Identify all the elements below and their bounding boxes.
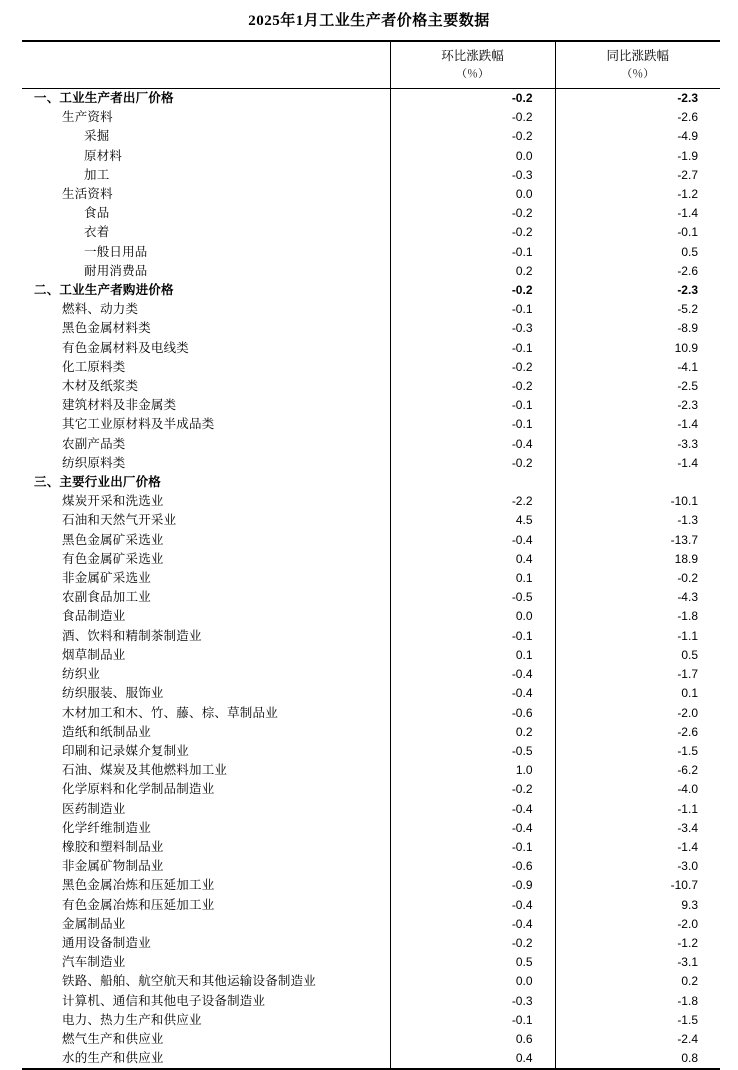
table-row	[22, 166, 720, 185]
row-yoy-value: -2.6	[677, 263, 698, 278]
row-mom-value: -0.1	[390, 627, 555, 646]
row-label: 医药制造业	[62, 801, 126, 816]
row-label: 烟草制品业	[62, 647, 126, 662]
table-row	[22, 243, 720, 262]
table-row	[22, 127, 720, 146]
table-row	[22, 300, 720, 319]
table-row	[22, 992, 720, 1011]
row-yoy-value: -1.5	[677, 1012, 698, 1027]
row-label-cell	[22, 435, 390, 454]
row-yoy-value: -2.0	[677, 705, 698, 720]
row-mom-value: -0.2	[390, 934, 555, 953]
row-label-cell	[22, 684, 390, 703]
row-label: 纺织原料类	[62, 455, 126, 470]
row-yoy-value: -2.3	[677, 398, 698, 413]
row-mom-value: 0.0	[390, 607, 555, 626]
row-label-cell	[22, 665, 390, 684]
row-mom-value: -0.1	[390, 339, 555, 358]
row-yoy-value: -3.0	[677, 859, 698, 874]
row-label-cell	[22, 166, 390, 185]
row-label-cell	[22, 223, 390, 242]
row-label: 计算机、通信和其他电子设备制造业	[62, 993, 266, 1008]
table-row	[22, 934, 720, 953]
row-mom-value: -0.9	[390, 876, 555, 895]
row-label-cell	[22, 646, 390, 665]
row-label-cell	[22, 339, 390, 358]
row-mom-value: -0.4	[390, 896, 555, 915]
row-yoy-value: -1.1	[677, 628, 698, 643]
row-label-cell	[22, 780, 390, 799]
row-mom-value: 0.6	[390, 1030, 555, 1049]
row-yoy-value: -1.2	[677, 187, 698, 202]
row-mom-value: 0.1	[390, 646, 555, 665]
row-label: 食品	[84, 206, 110, 221]
table-row	[22, 435, 720, 454]
row-label-cell	[22, 953, 390, 972]
row-label-cell	[22, 800, 390, 819]
row-mom-value: -0.2	[390, 358, 555, 377]
row-label-cell	[22, 1049, 390, 1069]
row-label: 加工	[84, 167, 110, 182]
row-yoy-value: -1.8	[677, 993, 698, 1008]
row-yoy-value: -1.1	[677, 801, 698, 816]
column-header-yoy-line1: 同比涨跌幅	[606, 49, 669, 64]
row-label: 耐用消费品	[84, 263, 148, 278]
row-mom-value: -0.3	[390, 319, 555, 338]
table-row	[22, 972, 720, 991]
row-label-cell	[22, 511, 390, 530]
row-label: 黑色金属矿采选业	[62, 532, 164, 547]
column-header-mom	[390, 41, 555, 89]
row-label-cell	[22, 857, 390, 876]
table-row	[22, 223, 720, 242]
row-label: 纺织服装、服饰业	[62, 686, 164, 701]
row-yoy-value: -10.7	[670, 878, 698, 893]
row-label-cell	[22, 704, 390, 723]
row-label: 非金属矿物制品业	[62, 859, 164, 874]
table-row	[22, 185, 720, 204]
row-label: 有色金属冶炼和压延加工业	[62, 897, 215, 912]
row-yoy-value: -2.4	[677, 1031, 698, 1046]
row-mom-value: -0.1	[390, 838, 555, 857]
row-label-cell	[22, 607, 390, 626]
table-row	[22, 627, 720, 646]
row-yoy-value: -5.2	[677, 302, 698, 317]
row-yoy-value: -1.5	[677, 743, 698, 758]
row-label-cell	[22, 896, 390, 915]
row-yoy-value	[555, 473, 720, 492]
row-mom-value: 0.2	[390, 723, 555, 742]
row-label: 纺织业	[62, 667, 101, 682]
row-yoy-value: 18.9	[674, 551, 698, 566]
row-label: 其它工业原材料及半成品类	[62, 417, 215, 432]
row-mom-value: -0.5	[390, 742, 555, 761]
row-label: 电力、热力生产和供应业	[62, 1012, 202, 1027]
table-row	[22, 339, 720, 358]
table-row	[22, 89, 720, 109]
table-row	[22, 281, 720, 300]
row-yoy-value: 0.8	[555, 1049, 720, 1069]
row-label-cell	[22, 108, 390, 127]
row-label: 印刷和记录媒介复制业	[62, 743, 190, 758]
row-label-cell	[22, 992, 390, 1011]
row-label-cell	[22, 147, 390, 166]
row-mom-value: 0.0	[390, 147, 555, 166]
row-yoy-value: -2.7	[677, 167, 698, 182]
row-label-cell	[22, 492, 390, 511]
row-mom-value: -0.2	[390, 454, 555, 473]
row-label-cell	[22, 300, 390, 319]
row-yoy-value: -3.1	[677, 955, 698, 970]
row-label-cell	[22, 319, 390, 338]
column-header-yoy-line2: （％）	[621, 68, 655, 81]
row-mom-value: -0.2	[390, 281, 555, 300]
table-row	[22, 588, 720, 607]
row-label: 汽车制造业	[62, 955, 126, 970]
row-label-cell	[22, 358, 390, 377]
row-label-cell	[22, 550, 390, 569]
row-label-cell	[22, 396, 390, 415]
row-yoy-value: -2.3	[677, 91, 698, 105]
row-mom-value: -0.2	[390, 204, 555, 223]
row-mom-value: -0.4	[390, 665, 555, 684]
row-yoy-value: -2.3	[677, 283, 698, 298]
row-yoy-value: -4.9	[677, 129, 698, 144]
ppi-data-table	[22, 40, 720, 1070]
table-container	[0, 40, 738, 1070]
row-yoy-value: -0.1	[677, 225, 698, 240]
row-mom-value: -0.4	[390, 531, 555, 550]
row-mom-value: -0.3	[390, 992, 555, 1011]
row-label: 化工原料类	[62, 359, 126, 374]
row-label-cell	[22, 569, 390, 588]
row-yoy-value: -3.3	[677, 436, 698, 451]
row-yoy-value: -1.4	[677, 455, 698, 470]
table-row	[22, 550, 720, 569]
row-mom-value: -0.2	[390, 377, 555, 396]
row-label-cell	[22, 127, 390, 146]
table-row	[22, 819, 720, 838]
row-label: 二、工业生产者购进价格	[34, 283, 174, 298]
table-row	[22, 684, 720, 703]
table-row	[22, 704, 720, 723]
row-mom-value: -0.2	[390, 780, 555, 799]
row-label-cell	[22, 742, 390, 761]
table-header-row	[22, 41, 720, 89]
row-mom-value: -0.4	[390, 435, 555, 454]
row-mom-value: -0.2	[390, 89, 555, 109]
row-yoy-value: 0.2	[681, 974, 698, 989]
table-row	[22, 108, 720, 127]
row-yoy-value: -4.1	[677, 359, 698, 374]
table-row	[22, 377, 720, 396]
row-label-cell	[22, 876, 390, 895]
row-yoy-value: -1.3	[677, 513, 698, 528]
row-yoy-value: -8.9	[677, 321, 698, 336]
row-label: 一、工业生产者出厂价格	[34, 91, 174, 105]
row-mom-value: -0.2	[390, 223, 555, 242]
row-label: 建筑材料及非金属类	[62, 398, 177, 413]
row-yoy-value: 0.5	[681, 244, 698, 259]
table-row	[22, 1030, 720, 1049]
row-label: 三、主要行业出厂价格	[34, 475, 162, 490]
table-row	[22, 665, 720, 684]
row-yoy-value: -6.2	[677, 763, 698, 778]
row-label: 有色金属矿采选业	[62, 551, 164, 566]
row-label-cell	[22, 185, 390, 204]
row-yoy-value: -13.7	[670, 532, 698, 547]
table-row	[22, 723, 720, 742]
row-label-cell	[22, 934, 390, 953]
table-row	[22, 876, 720, 895]
row-mom-value	[390, 473, 555, 492]
row-label: 一般日用品	[84, 244, 148, 259]
row-label: 石油、煤炭及其他燃料加工业	[62, 763, 228, 778]
row-label-cell	[22, 1011, 390, 1030]
row-yoy-value: 9.3	[681, 897, 698, 912]
table-row	[22, 1011, 720, 1030]
table-row	[22, 262, 720, 281]
row-label: 金属制品业	[62, 916, 126, 931]
row-label-cell	[22, 723, 390, 742]
row-yoy-value: -0.2	[677, 571, 698, 586]
table-row	[22, 204, 720, 223]
row-yoy-value: -2.6	[677, 724, 698, 739]
table-row	[22, 780, 720, 799]
table-row	[22, 415, 720, 434]
row-yoy-value: -2.5	[677, 379, 698, 394]
table-row	[22, 857, 720, 876]
row-label: 酒、饮料和精制茶制造业	[62, 628, 202, 643]
row-label-cell	[22, 281, 390, 300]
row-mom-value: -0.1	[390, 300, 555, 319]
table-row	[22, 396, 720, 415]
row-yoy-value: -1.4	[677, 417, 698, 432]
column-header-mom-line2: （％）	[456, 68, 489, 81]
row-label: 木材及纸浆类	[62, 379, 139, 394]
row-label-cell	[22, 262, 390, 281]
row-label: 原材料	[84, 148, 123, 163]
table-row	[22, 358, 720, 377]
row-yoy-value: -1.4	[677, 839, 698, 854]
row-mom-value: 0.5	[390, 953, 555, 972]
row-label-cell	[22, 972, 390, 991]
row-yoy-value: -1.4	[677, 206, 698, 221]
row-mom-value: -0.4	[390, 915, 555, 934]
row-label-cell	[22, 454, 390, 473]
row-label: 化学原料和化学制品制造业	[62, 782, 215, 797]
row-mom-value: -0.4	[390, 819, 555, 838]
table-row	[22, 953, 720, 972]
column-header-yoy	[555, 41, 720, 89]
row-mom-value: 0.0	[390, 185, 555, 204]
row-label-cell	[22, 89, 390, 109]
row-label: 有色金属材料及电线类	[62, 340, 190, 355]
row-mom-value: -0.5	[390, 588, 555, 607]
row-label: 衣着	[84, 225, 110, 240]
row-label-cell	[22, 1030, 390, 1049]
row-label: 造纸和纸制品业	[62, 724, 151, 739]
row-mom-value: -0.2	[390, 108, 555, 127]
row-mom-value: -0.2	[390, 127, 555, 146]
row-yoy-value: 10.9	[674, 340, 698, 355]
row-label: 采掘	[84, 129, 110, 144]
row-label: 农副食品加工业	[62, 590, 151, 605]
page-title: 2025年1月工业生产者价格主要数据	[248, 13, 490, 29]
row-label: 橡胶和塑料制品业	[62, 839, 164, 854]
table-row	[22, 896, 720, 915]
row-label: 农副产品类	[62, 436, 126, 451]
row-yoy-value: -4.3	[677, 590, 698, 605]
row-mom-value: -0.1	[390, 415, 555, 434]
row-mom-value: -0.4	[390, 800, 555, 819]
row-label-cell	[22, 204, 390, 223]
table-row	[22, 761, 720, 780]
table-row	[22, 915, 720, 934]
row-yoy-value: 0.5	[681, 647, 698, 662]
row-label: 水的生产和供应业	[62, 1051, 164, 1066]
row-label: 石油和天然气开采业	[62, 513, 177, 528]
row-mom-value: 0.4	[390, 1049, 555, 1069]
row-mom-value: -0.1	[390, 1011, 555, 1030]
row-yoy-value: -10.1	[670, 494, 698, 509]
row-label: 铁路、船舶、航空航天和其他运输设备制造业	[62, 974, 317, 989]
row-label-cell	[22, 243, 390, 262]
row-mom-value: -0.4	[390, 684, 555, 703]
row-label-cell	[22, 838, 390, 857]
table-row	[22, 569, 720, 588]
table-row	[22, 838, 720, 857]
row-label-cell	[22, 377, 390, 396]
row-label: 化学纤维制造业	[62, 820, 151, 835]
row-yoy-value: 0.1	[681, 686, 698, 701]
row-yoy-value: -2.6	[677, 110, 698, 125]
row-label: 通用设备制造业	[62, 935, 151, 950]
row-yoy-value: -1.9	[677, 148, 698, 163]
table-row	[22, 319, 720, 338]
row-label-cell	[22, 819, 390, 838]
row-label: 木材加工和木、竹、藤、棕、草制品业	[62, 705, 278, 720]
row-label-cell	[22, 761, 390, 780]
row-label-cell	[22, 473, 390, 492]
row-mom-value: 0.1	[390, 569, 555, 588]
row-label: 煤炭开采和洗选业	[62, 494, 164, 509]
row-yoy-value: -1.7	[677, 667, 698, 682]
row-mom-value: 0.0	[390, 972, 555, 991]
row-yoy-value: -1.2	[677, 935, 698, 950]
row-mom-value: 0.4	[390, 550, 555, 569]
row-mom-value: -0.6	[390, 857, 555, 876]
row-label: 燃料、动力类	[62, 302, 139, 317]
row-mom-value: 4.5	[390, 511, 555, 530]
row-label-cell	[22, 415, 390, 434]
table-row	[22, 454, 720, 473]
table-row	[22, 1049, 720, 1069]
row-label: 食品制造业	[62, 609, 126, 624]
row-label-cell	[22, 531, 390, 550]
row-yoy-value: -3.4	[677, 820, 698, 835]
table-body	[22, 89, 720, 1070]
table-row	[22, 607, 720, 626]
row-mom-value: 1.0	[390, 761, 555, 780]
column-header-mom-line1: 环比涨跌幅	[441, 49, 504, 64]
row-label: 黑色金属冶炼和压延加工业	[62, 878, 215, 893]
row-label: 非金属矿采选业	[62, 571, 151, 586]
row-label: 生产资料	[62, 110, 113, 125]
row-label-cell	[22, 627, 390, 646]
table-row	[22, 646, 720, 665]
table-row	[22, 800, 720, 819]
row-mom-value: -0.1	[390, 243, 555, 262]
row-label: 生活资料	[62, 187, 113, 202]
row-label-cell	[22, 588, 390, 607]
row-label-cell	[22, 915, 390, 934]
table-row	[22, 147, 720, 166]
table-row	[22, 473, 720, 492]
row-mom-value: 0.2	[390, 262, 555, 281]
row-yoy-value: -1.8	[677, 609, 698, 624]
row-label: 黑色金属材料类	[62, 321, 151, 336]
row-yoy-value: -2.0	[677, 916, 698, 931]
column-header-label	[22, 41, 390, 89]
table-row	[22, 531, 720, 550]
row-mom-value: -0.6	[390, 704, 555, 723]
table-row	[22, 511, 720, 530]
row-yoy-value: -4.0	[677, 782, 698, 797]
row-mom-value: -2.2	[390, 492, 555, 511]
row-mom-value: -0.1	[390, 396, 555, 415]
row-label: 燃气生产和供应业	[62, 1031, 164, 1046]
table-row	[22, 742, 720, 761]
table-row	[22, 492, 720, 511]
row-mom-value: -0.3	[390, 166, 555, 185]
